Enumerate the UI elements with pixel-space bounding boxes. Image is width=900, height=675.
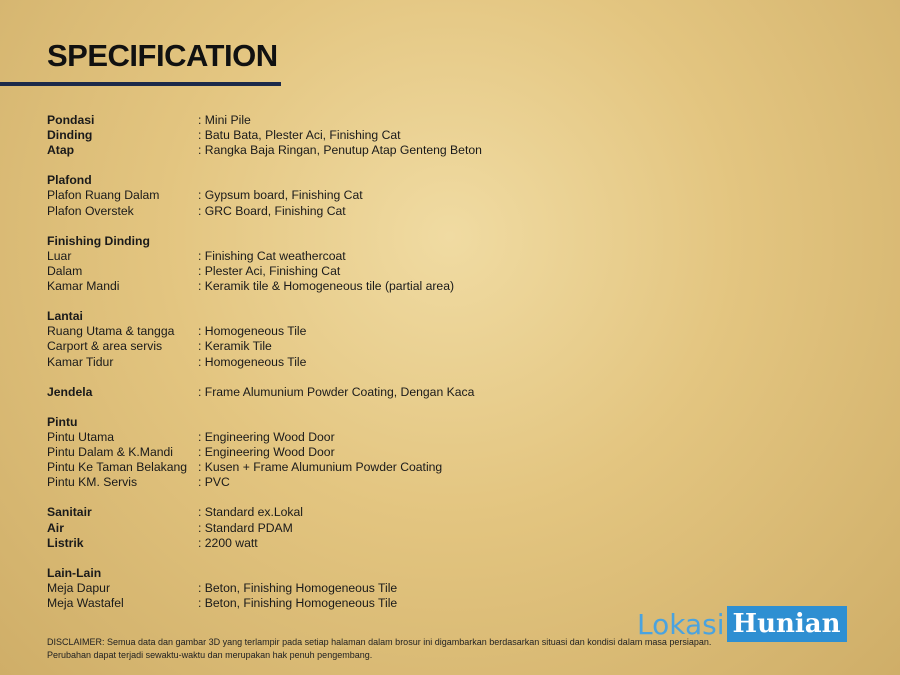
logo-text-lokasi: Lokasi (637, 607, 725, 641)
section-heading-plafond (47, 173, 607, 188)
spec-value: : Keramik Tile (198, 339, 272, 354)
logo-text-hunian: Hunian (727, 606, 847, 642)
disclaimer-line-2: Perubahan dapat terjadi sewaktu-waktu dan merupakan hak penuh pengembang. (47, 650, 373, 660)
spec-label: Ruang Utama & tangga (47, 324, 175, 339)
spec-row (47, 475, 607, 490)
spec-row (47, 204, 607, 219)
spec-row-pondasi (47, 113, 607, 128)
spec-value: : Gypsum board, Finishing Cat (198, 188, 363, 203)
spec-label: Listrik (47, 535, 84, 550)
section-heading: Pintu (47, 414, 78, 429)
spec-row (47, 445, 607, 460)
spec-value: : Plester Aci, Finishing Cat (198, 263, 341, 278)
spec-label: Pondasi (47, 113, 95, 127)
section-heading-lantai (47, 309, 607, 324)
spec-row (47, 355, 607, 370)
spec-label: Dalam (47, 263, 83, 278)
spec-row (47, 188, 607, 203)
spec-label: Kamar Mandi (47, 279, 120, 294)
spec-value: : Engineering Wood Door (198, 429, 335, 444)
spec-label: Pintu KM. Servis (47, 475, 138, 490)
spec-value: : Standard PDAM (198, 520, 293, 535)
disclaimer-line-1: DISCLAIMER: Semua data dan gambar 3D yang terlampir pada setiap halaman dalam brosur ini digambarkan berdasarkan situasi dan kondisi dalam masa persiapan. (47, 637, 712, 647)
spec-row (47, 339, 607, 354)
spec-label: Kamar Tidur (47, 354, 114, 369)
spec-label: Plafon Overstek (47, 203, 134, 218)
spec-row (47, 264, 607, 279)
spec-value: : 2200 watt (198, 535, 258, 550)
spec-value: : Finishing Cat weathercoat (198, 248, 346, 263)
section-heading-finishing-dinding (47, 234, 607, 249)
spec-label: Atap (47, 143, 75, 158)
spec-value: : PVC (198, 475, 230, 490)
spec-row (47, 324, 607, 339)
section-heading: Lantai (47, 309, 83, 324)
spec-label: Dinding (47, 128, 93, 143)
spec-value: : Standard ex.Lokal (198, 505, 304, 520)
spec-label: Pintu Dalam & K.Mandi (47, 445, 173, 460)
spec-value: : Mini Pile (198, 113, 251, 127)
specification-list (47, 113, 607, 611)
spec-row-air (47, 521, 607, 536)
spec-label: Jendela (47, 384, 93, 399)
spec-value: : GRC Board, Finishing Cat (198, 203, 346, 218)
spec-label: Carport & area servis (47, 339, 163, 354)
section-heading: Plafond (47, 173, 92, 188)
page-title: SPECIFICATION (47, 38, 278, 73)
spec-value: : Rangka Baja Ringan, Penutup Atap Genteng Beton (198, 143, 482, 158)
spec-label: Meja Wastafel (47, 596, 124, 610)
spec-value: : Engineering Wood Door (198, 445, 335, 460)
spec-value: : Batu Bata, Plester Aci, Finishing Cat (198, 128, 401, 143)
spec-value: : Beton, Finishing Homogeneous Tile (198, 596, 398, 610)
spec-value: : Keramik tile & Homogeneous tile (partial area) (198, 279, 455, 294)
spec-row-dinding (47, 128, 607, 143)
spec-label: Pintu Utama (47, 429, 115, 444)
spec-row (47, 430, 607, 445)
section-heading-lain-lain (47, 566, 607, 581)
spec-label: Plafon Ruang Dalam (47, 188, 160, 203)
spec-row (47, 596, 607, 611)
spec-label: Air (47, 520, 64, 535)
spec-value: : Homogeneous Tile (198, 324, 307, 339)
spec-label: Meja Dapur (47, 580, 110, 595)
spec-row (47, 460, 607, 475)
disclaimer (47, 636, 711, 662)
spec-label: Luar (47, 248, 72, 263)
spec-label: Sanitair (47, 505, 92, 520)
spec-row-listrik (47, 536, 607, 551)
spec-value: : Beton, Finishing Homogeneous Tile (198, 580, 398, 595)
spec-value: : Homogeneous Tile (198, 354, 307, 369)
spec-row-atap (47, 143, 607, 158)
spec-row-sanitair (47, 505, 607, 520)
spec-label: Pintu Ke Taman Belakang (47, 460, 188, 475)
spec-row (47, 249, 607, 264)
spec-row (47, 279, 607, 294)
spec-row (47, 581, 607, 596)
section-heading-pintu (47, 415, 607, 430)
section-heading: Finishing Dinding (47, 233, 150, 248)
section-heading: Lain-Lain (47, 565, 102, 580)
spec-value: : Frame Alumunium Powder Coating, Dengan Kaca (198, 384, 475, 399)
spec-row-jendela (47, 385, 607, 400)
spec-value: : Kusen + Frame Alumunium Powder Coating (198, 460, 443, 475)
title-underline (0, 82, 281, 86)
